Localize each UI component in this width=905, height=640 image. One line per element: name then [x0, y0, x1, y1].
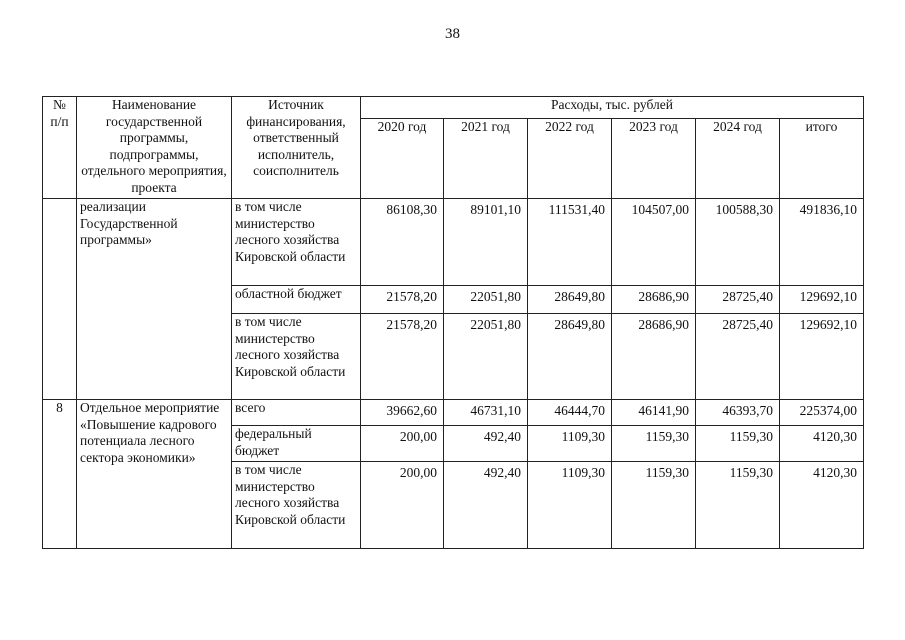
funding-source: всего — [232, 400, 361, 426]
header-source: Источник финансирования, ответственный исполнитель, соисполнитель — [232, 97, 361, 199]
funding-source: федеральный бюджет — [232, 426, 361, 462]
header-year-2020: 2020 год — [361, 119, 444, 199]
value-2020: 86108,30 — [361, 199, 444, 286]
header-expenses: Расходы, тыс. рублей — [361, 97, 864, 119]
program-name: реализации Государственной программы» — [77, 199, 232, 400]
funding-source: в том числе министерство лесного хозяйства Кировской области — [232, 314, 361, 400]
value-2022: 28649,80 — [528, 314, 612, 400]
header-year-2021: 2021 год — [444, 119, 528, 199]
value-2021: 46731,10 — [444, 400, 528, 426]
value-2024: 1159,30 — [696, 462, 780, 549]
funding-source: в том числе министерство лесного хозяйства Кировской области — [232, 462, 361, 549]
value-2022: 46444,70 — [528, 400, 612, 426]
budget-table — [42, 96, 864, 549]
value-total: 4120,30 — [780, 426, 864, 462]
value-2023: 28686,90 — [612, 286, 696, 314]
value-2021: 22051,80 — [444, 286, 528, 314]
value-2023: 104507,00 — [612, 199, 696, 286]
value-total: 129692,10 — [780, 314, 864, 400]
table-row — [43, 199, 864, 286]
value-total: 4120,30 — [780, 462, 864, 549]
value-2024: 1159,30 — [696, 426, 780, 462]
value-2020: 200,00 — [361, 426, 444, 462]
row-number: 8 — [43, 400, 77, 549]
value-2024: 100588,30 — [696, 199, 780, 286]
value-total: 225374,00 — [780, 400, 864, 426]
header-num: № п/п — [43, 97, 77, 199]
header-total: итого — [780, 119, 864, 199]
value-total: 129692,10 — [780, 286, 864, 314]
value-2022: 111531,40 — [528, 199, 612, 286]
page-number: 38 — [445, 26, 460, 42]
value-2023: 1159,30 — [612, 426, 696, 462]
value-2022: 28649,80 — [528, 286, 612, 314]
value-2024: 46393,70 — [696, 400, 780, 426]
value-2023: 46141,90 — [612, 400, 696, 426]
value-2021: 492,40 — [444, 426, 528, 462]
value-2021: 22051,80 — [444, 314, 528, 400]
header-year-2024: 2024 год — [696, 119, 780, 199]
program-name: Отдельное мероприятие «Повышение кадрового потенциала лесного сектора экономики» — [77, 400, 232, 549]
value-2021: 89101,10 — [444, 199, 528, 286]
value-2023: 28686,90 — [612, 314, 696, 400]
header-year-2022: 2022 год — [528, 119, 612, 199]
value-2021: 492,40 — [444, 462, 528, 549]
header-year-2023: 2023 год — [612, 119, 696, 199]
value-2020: 21578,20 — [361, 286, 444, 314]
value-2020: 21578,20 — [361, 314, 444, 400]
value-2022: 1109,30 — [528, 426, 612, 462]
funding-source: областной бюджет — [232, 286, 361, 314]
value-2020: 39662,60 — [361, 400, 444, 426]
row-number — [43, 199, 77, 400]
value-total: 491836,10 — [780, 199, 864, 286]
value-2024: 28725,40 — [696, 314, 780, 400]
table-row — [43, 400, 864, 426]
value-2022: 1109,30 — [528, 462, 612, 549]
value-2023: 1159,30 — [612, 462, 696, 549]
header-name: Наименование государственной программы, подпрограммы, отдельного мероприятия, проекта — [77, 97, 232, 199]
value-2020: 200,00 — [361, 462, 444, 549]
funding-source: в том числе министерство лесного хозяйства Кировской области — [232, 199, 361, 286]
value-2024: 28725,40 — [696, 286, 780, 314]
